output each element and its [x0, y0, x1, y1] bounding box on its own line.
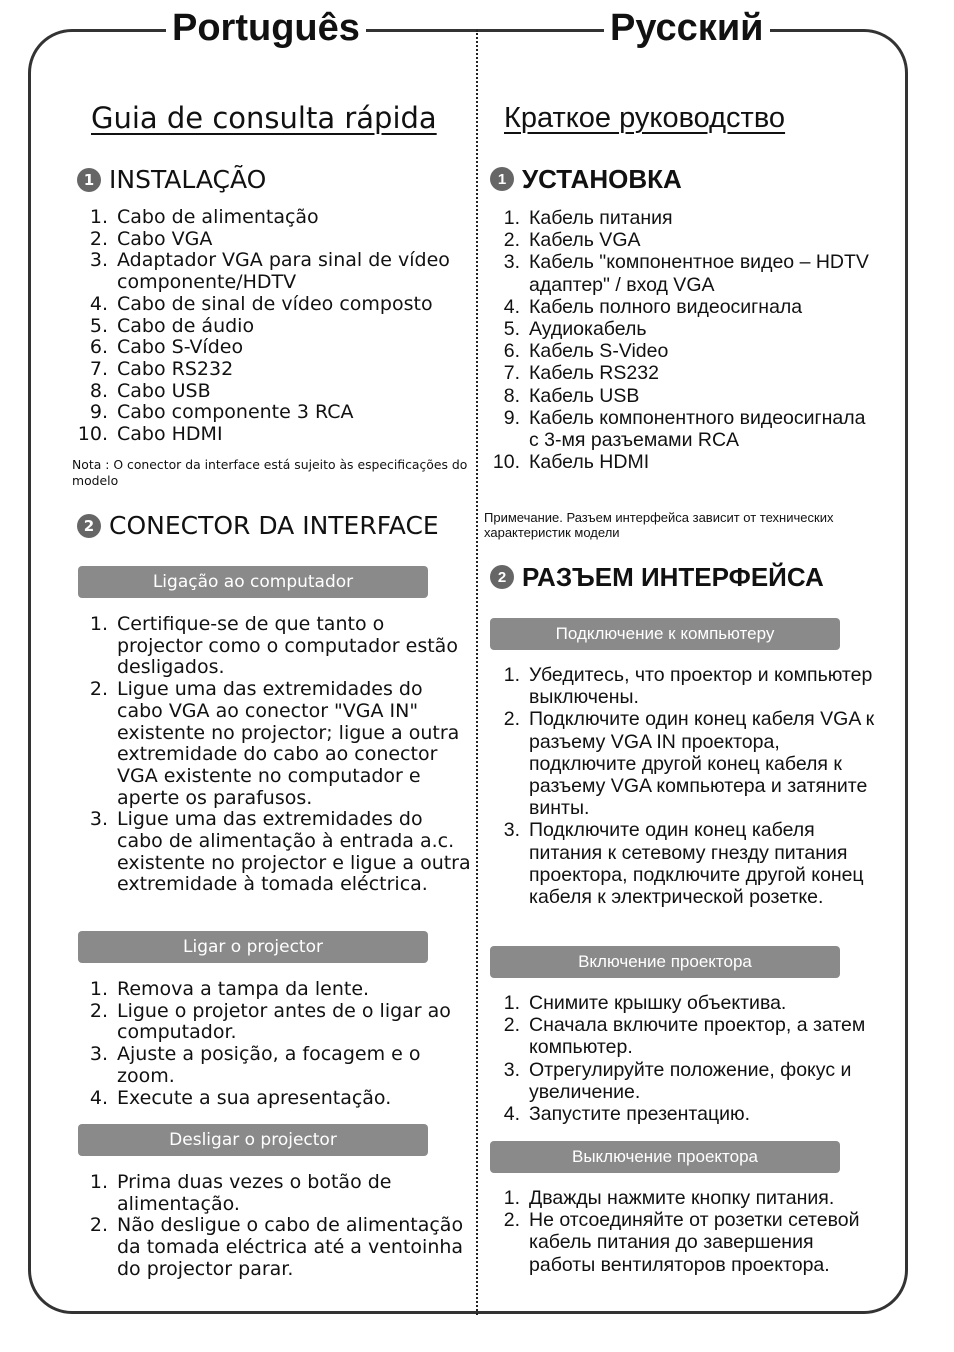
- item-number: 9.: [89, 401, 108, 424]
- item-number: 3.: [503, 819, 520, 842]
- power-off-steps: [72, 1172, 472, 1281]
- item-number: 2.: [503, 708, 520, 731]
- list-item: [72, 979, 472, 1001]
- list-item: [72, 614, 472, 679]
- item-number: 1.: [89, 613, 108, 635]
- list-item: [72, 207, 472, 229]
- item-text: Remova a tampa da lente.: [117, 978, 370, 1000]
- item-text: Execute a sua apresentação.: [117, 1086, 392, 1109]
- section-interface-header: [490, 562, 824, 592]
- item-text: Cabo S-Vídeo: [117, 336, 244, 359]
- subsection-bar-power-off: Desligar o projector: [78, 1124, 428, 1156]
- item-text: Кабель VGA: [529, 229, 641, 252]
- list-item: [72, 294, 472, 316]
- subsection-bar-computer: Ligação ao computador: [78, 566, 428, 598]
- list-item: [484, 407, 880, 451]
- list-item: [484, 992, 880, 1014]
- item-number: 1.: [503, 992, 520, 1014]
- item-text: Кабель компонентного видеосигнала с 3-мя разъемами RCA: [529, 406, 866, 452]
- power-on-steps: [72, 979, 472, 1109]
- section-title: CONECTOR DA INTERFACE: [109, 511, 439, 540]
- item-number: 3.: [503, 251, 520, 274]
- list-item: [484, 318, 880, 340]
- item-text: Снимите крышку объектива.: [529, 992, 787, 1014]
- list-item: [72, 402, 472, 424]
- item-text: Ajuste a posição, a focagem e o zoom.: [117, 1043, 421, 1087]
- item-number: 4.: [503, 295, 520, 318]
- item-number: 2.: [503, 229, 520, 252]
- item-number: 7.: [503, 362, 520, 385]
- item-text: Подключите один конец кабеля питания к сетевому гнезду питания проектора, подключите другой конец кабеля к электрической розетке.: [529, 819, 864, 909]
- list-item: [484, 296, 880, 318]
- item-text: Ligue uma das extremidades do cabo de alimentação à entrada a.c. existente no projector e ligue a outra extremidade à tomada eléctrica.: [117, 808, 471, 896]
- item-text: Ligue uma das extremidades do cabo VGA ao conector "VGA IN" existente no projector; ligue a outra extremidade do cabo ao conector VGA existente no computador e aperte os parafusos.: [117, 678, 460, 809]
- item-number: 4.: [503, 1103, 520, 1126]
- item-text: Cabo de sinal de vídeo composto: [117, 292, 433, 315]
- subsection-bar-power-on: Ligar o projector: [78, 931, 428, 963]
- item-number: 5.: [89, 314, 108, 337]
- item-text: Аудиокабель: [529, 318, 647, 341]
- list-item: [484, 362, 880, 384]
- power-on-steps: [484, 992, 880, 1125]
- item-text: Подключите один конец кабеля VGA к разъему VGA IN проектора, подключите другой конец кабеля к разъему VGA компьютера и затяните винты.: [529, 708, 875, 820]
- list-item: [72, 381, 472, 403]
- item-text: Дважды нажмите кнопку питания.: [529, 1187, 835, 1209]
- item-text: Cabo USB: [117, 379, 211, 402]
- item-number: 6.: [503, 340, 520, 363]
- list-item: [484, 340, 880, 362]
- item-text: Кабель "компонентное видео – HDTV адаптер" / вход VGA: [529, 251, 869, 296]
- subsection-bar-computer: Подключение к компьютеру: [490, 618, 840, 650]
- item-number: 4.: [89, 1086, 108, 1109]
- item-text: Cabo de alimentação: [117, 206, 319, 228]
- language-title-russian: Русский: [604, 6, 770, 50]
- item-number: 3.: [89, 1043, 108, 1066]
- list-item: [484, 1103, 880, 1125]
- item-text: Отрегулируйте положение, фокус и увеличение.: [529, 1058, 852, 1103]
- item-number: 2.: [89, 1214, 108, 1237]
- item-number: 6.: [89, 336, 108, 359]
- section-interface-header: [77, 511, 439, 541]
- list-item: [72, 1044, 472, 1087]
- item-number: 3.: [89, 249, 108, 272]
- item-text: Certifique-se de que tanto o projector como o computador estão desligados.: [117, 613, 458, 679]
- item-number: 1.: [503, 1187, 520, 1209]
- section-number-badge: 1: [77, 168, 101, 192]
- item-number: 9.: [503, 406, 520, 429]
- list-item: [72, 359, 472, 381]
- cable-list: [72, 207, 472, 446]
- item-text: Prima duas vezes o botão de alimentação.: [117, 1171, 392, 1215]
- item-number: 10.: [492, 451, 520, 474]
- item-text: Запустите презентацию.: [529, 1103, 751, 1126]
- item-number: 2.: [503, 1014, 520, 1037]
- computer-connection-steps: [72, 614, 472, 896]
- list-item: [72, 229, 472, 251]
- list-item: [72, 424, 472, 446]
- subsection-bar-power-on: Включение проектора: [490, 946, 840, 978]
- list-item: [72, 1172, 472, 1215]
- item-number: 1.: [503, 664, 520, 686]
- item-text: Кабель USB: [529, 384, 640, 407]
- list-item: [72, 1088, 472, 1110]
- list-item: [484, 451, 880, 473]
- list-item: [72, 316, 472, 338]
- item-text: Cabo RS232: [117, 357, 234, 380]
- item-number: 2.: [89, 999, 108, 1022]
- item-number: 2.: [89, 678, 108, 701]
- list-item: [484, 229, 880, 251]
- item-text: Кабель RS232: [529, 362, 659, 385]
- list-item: [72, 250, 472, 293]
- section-title: УСТАНОВКА: [522, 164, 682, 194]
- item-text: Сначала включите проектор, а затем компьютер.: [529, 1014, 866, 1059]
- item-number: 1.: [89, 206, 108, 228]
- guide-title: Краткое руководство: [504, 102, 786, 134]
- item-text: Ligue o projetor antes de o ligar ao computador.: [117, 999, 451, 1044]
- list-item: [484, 251, 880, 295]
- cable-list: [484, 207, 880, 473]
- list-item: [72, 1215, 472, 1280]
- section-number-badge: 2: [490, 565, 514, 589]
- item-number: 8.: [503, 384, 520, 407]
- section-number-badge: 1: [490, 167, 514, 191]
- item-number: 1.: [89, 978, 108, 1000]
- item-number: 2.: [89, 227, 108, 250]
- item-number: 4.: [89, 292, 108, 315]
- power-off-steps: [484, 1187, 880, 1276]
- list-item: [72, 809, 472, 896]
- list-item: [484, 1209, 880, 1276]
- list-item: [72, 1001, 472, 1044]
- list-item: [484, 664, 880, 708]
- installation-note: Примечание. Разъем интерфейса зависит от технических характеристик модели: [484, 510, 834, 540]
- guide-title: Guia de consulta rápida: [91, 101, 437, 135]
- item-text: Não desligue o cabo de alimentação da tomada eléctrica até a ventoinha do projector parar.: [117, 1214, 464, 1280]
- subsection-bar-power-off: Выключение проектора: [490, 1141, 840, 1173]
- item-number: 3.: [89, 808, 108, 831]
- item-text: Cabo HDMI: [117, 423, 223, 446]
- item-number: 1.: [503, 207, 520, 229]
- item-text: Cabo VGA: [117, 227, 213, 250]
- language-title-portuguese: Português: [166, 6, 366, 50]
- item-number: 8.: [89, 379, 108, 402]
- list-item: [72, 337, 472, 359]
- list-item: [484, 1187, 880, 1209]
- section-number-badge: 2: [77, 514, 101, 538]
- item-text: Cabo de áudio: [117, 314, 255, 337]
- computer-connection-steps: [484, 664, 880, 908]
- section-title: РАЗЪЕМ ИНТЕРФЕЙСА: [522, 562, 824, 592]
- list-item: [484, 819, 880, 908]
- item-number: 5.: [503, 318, 520, 341]
- list-item: [484, 708, 880, 819]
- item-number: 3.: [503, 1058, 520, 1081]
- installation-note: Nota : O conector da interface está sujeito às especificações do modelo: [72, 457, 468, 488]
- list-item: [72, 679, 472, 809]
- item-number: 7.: [89, 357, 108, 380]
- item-text: Кабель питания: [529, 207, 673, 229]
- section-installation-header: [77, 165, 266, 195]
- list-item: [484, 1059, 880, 1103]
- list-item: [484, 385, 880, 407]
- item-number: 1.: [89, 1171, 108, 1193]
- section-installation-header: [490, 164, 682, 194]
- column-divider: [476, 30, 478, 1315]
- list-item: [484, 207, 880, 229]
- item-text: Не отсоединяйте от розетки сетевой кабель питания до завершения работы вентиляторов проектора.: [529, 1209, 860, 1276]
- item-text: Adaptador VGA para sinal de vídeo componente/HDTV: [117, 249, 450, 294]
- item-text: Кабель S-Video: [529, 340, 669, 363]
- section-title: INSTALAÇÃO: [109, 165, 267, 194]
- item-text: Убедитесь, что проектор и компьютер выключены.: [529, 664, 873, 709]
- item-number: 10.: [77, 423, 108, 446]
- item-text: Кабель HDMI: [529, 451, 650, 474]
- list-item: [484, 1014, 880, 1058]
- item-text: Cabo componente 3 RCA: [117, 401, 354, 424]
- item-number: 2.: [503, 1209, 520, 1232]
- item-text: Кабель полного видеосигнала: [529, 295, 803, 318]
